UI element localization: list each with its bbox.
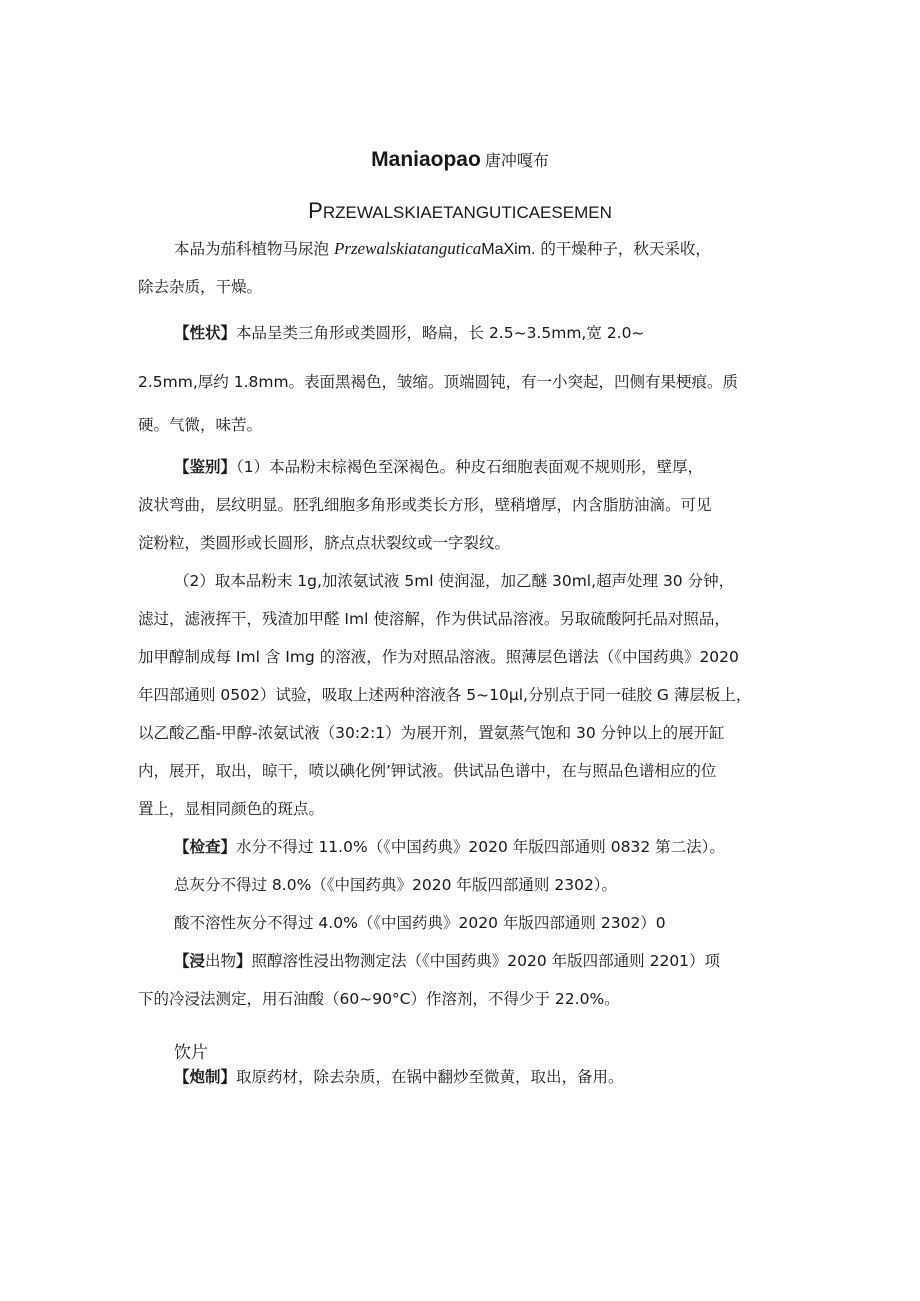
xingzhuang-line-2: 2.5mm,厚约 1.8mm。表面黑褐色，皱缩。顶端圆钝，有一小突起，凹侧有果梗痕。质 [138, 373, 739, 391]
jiancha-heading: 【检查】 [174, 838, 237, 856]
xingzhuang-line-3: 硬。气微，味苦。 [138, 416, 263, 434]
intro-line-1 [174, 238, 711, 261]
subtitle-initial: P [308, 198, 323, 223]
subtitle-rest: RZEWALSKIAETANGUTICAESEMEN [322, 203, 612, 222]
jinchuwu-heading-c: 】 [236, 952, 252, 970]
species-author: MaXim. [481, 241, 536, 258]
jianbie-p2-line-3: 加甲醇制成每 Iml 含 Img 的溶液，作为对照品溶液。照薄层色谱法（《中国药典》2020 [138, 648, 739, 666]
jinchuwu-heading-a: 【浸 [174, 952, 206, 970]
intro-line-2: 除去杂质，干燥。 [138, 278, 263, 296]
paozhi-line [174, 1066, 624, 1088]
jiancha-line-2: 总灰分不得过 8.0%（《中国药典》2020 年版四部通则 2302）。 [174, 876, 618, 894]
paozhi-heading: 【炮制】 [174, 1068, 237, 1086]
jianbie-p2-line-7: 置上，显相同颜色的斑点。 [138, 800, 325, 818]
species-name: Przewalskiatangutica [333, 239, 482, 258]
title-chinese: 唐冲嘎布 [484, 151, 549, 170]
jianbie-heading: 【鉴别】 [174, 458, 237, 476]
jiancha-text-1: 水分不得过 11.0%（《中国药典》2020 年版四部通则 0832 第二法）。 [236, 838, 725, 856]
jianbie-p2-line-6: 内，展开，取出，晾干，喷以碘化例’钾试液。供试品色谱中，在与照品色谱相应的位 [138, 762, 717, 780]
xingzhuang-text-1: 本品呈类三角形或类圆形，略扁，长 2.5~3.5mm,宽 2.0~ [236, 324, 645, 342]
jianbie-line-2: 波状弯曲，层纹明显。胚乳细胞多角形或类长方形，壁稍增厚，内含脂肪油滴。可见 [138, 496, 712, 514]
jinchuwu-text-1: 照醇溶性浸出物测定法（《中国药典》2020 年版四部通则 2201）项 [251, 952, 721, 970]
jinchuwu-line-2: 下的冷浸法测定，用石油酸（60~90°C）作溶剂，不得少于 22.0%。 [138, 990, 620, 1008]
jianbie-p2-line-5: 以乙酸乙酯-甲醇-浓氨试液（30:2:1）为展开剂，置氨蒸气饱和 30 分钟以上的展开缸 [138, 724, 725, 742]
intro-text-a: 本品为茄科植物马尿泡 [174, 240, 334, 258]
paozhi-text: 取原药材，除去杂质，在锅中翻炒至微黄，取出，备用。 [236, 1068, 624, 1086]
latin-subtitle [0, 198, 920, 224]
jianbie-line-1 [174, 456, 703, 478]
intro-text-d: 的干燥种子，秋天采收， [535, 240, 711, 258]
xingzhuang-heading: 【性状】 [174, 324, 237, 342]
jianbie-line-3: 淀粉粒，类圆形或长圆形，脐点点状裂纹或一字裂纹。 [138, 534, 511, 552]
page-title [0, 148, 920, 172]
jianbie-p2-line-1: （2）取本品粉末 1g,加浓氨试液 5ml 使润湿，加乙醚 30ml,超声处理 30 分钟， [174, 572, 735, 590]
jiancha-line-1 [174, 836, 725, 858]
jianbie-p2-line-2: 滤过，滤液挥干，残渣加甲醛 Iml 使溶解，作为供试品溶液。另取硫酸阿托品对照品， [138, 610, 730, 628]
jinchuwu-heading-b: 出物 [205, 952, 237, 970]
jiancha-line-3: 酸不溶性灰分不得过 4.0%（《中国药典》2020 年版四部通则 2302）0 [174, 914, 666, 932]
xingzhuang-line-1 [174, 322, 644, 344]
jianbie-text-1: （1）本品粉末棕褐色至深褐色。种皮石细胞表面观不规则形，壁厚， [236, 458, 704, 476]
yinpian-heading: 饮片 [174, 1043, 208, 1063]
jianbie-p2-line-4: 年四部通则 0502）试验，吸取上述两种溶液各 5~10μl,分别点于同一硅胶 G 薄层板上， [138, 686, 752, 704]
title-latin: Maniaopao [371, 148, 481, 171]
jinchuwu-line-1 [174, 950, 720, 972]
